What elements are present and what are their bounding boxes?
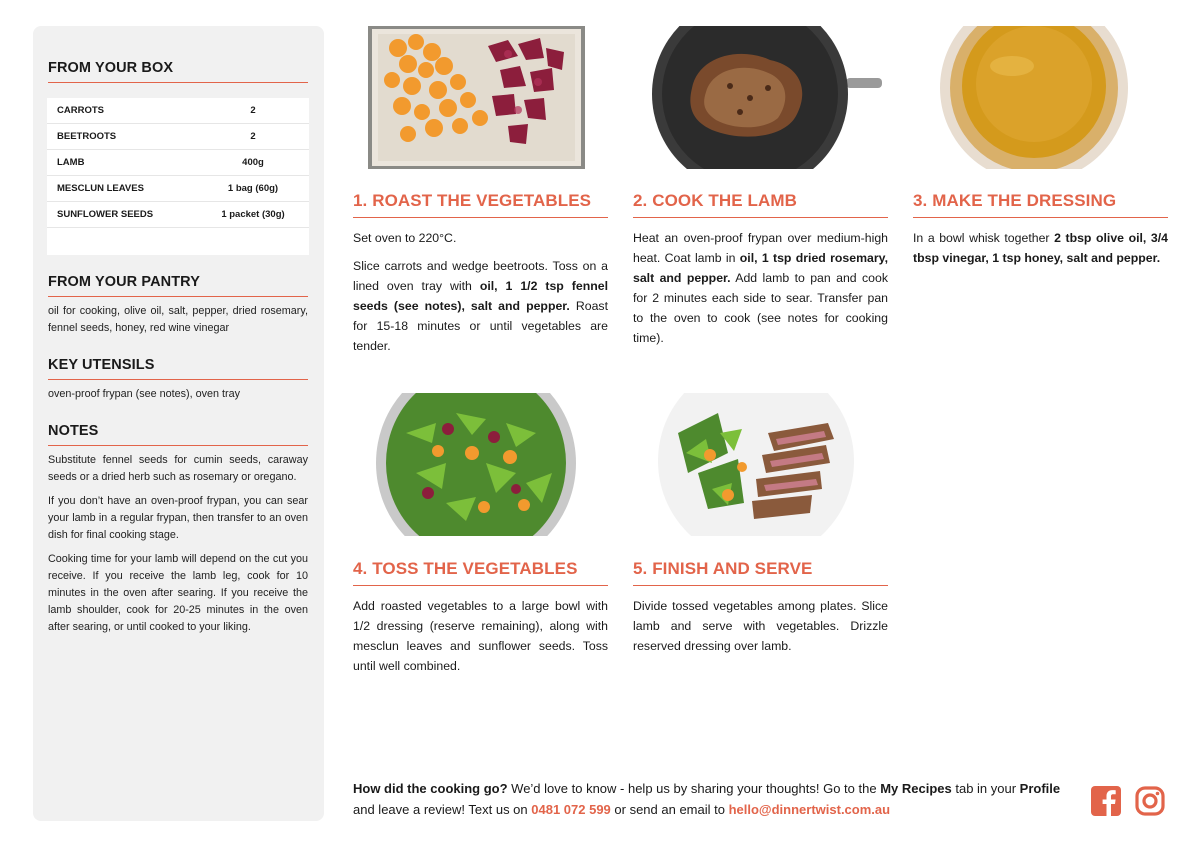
roast-vegetables-photo <box>368 26 585 169</box>
table-row <box>47 98 309 124</box>
ingredient-name: BEETROOTS <box>57 131 117 142</box>
profile-link[interactable]: Profile <box>1019 781 1061 796</box>
ingredient-qty: 400g <box>242 157 264 168</box>
step-title: 2. COOK THE LAMB <box>633 191 888 218</box>
ingredient-name: MESCLUN LEAVES <box>57 183 144 194</box>
table-row <box>47 150 309 176</box>
step-text <box>353 228 608 356</box>
utensils-title: KEY UTENSILS <box>48 357 308 380</box>
footer-text: and leave a review! Text us on <box>353 802 532 817</box>
ingredient-name: SUNFLOWER SEEDS <box>57 209 154 220</box>
ingredient-qty: 2 <box>250 105 256 116</box>
step-make-dressing <box>913 191 1168 276</box>
phone-link[interactable]: 0481 072 599 <box>531 802 611 817</box>
step-text-bold: oil, 1 tsp dried rosemary, salt and pepper. <box>633 251 888 285</box>
ingredient-qty: 1 bag (60g) <box>227 183 279 194</box>
step-text-bold: 2 tbsp olive oil, 3/4 tbsp vinegar, 1 tsp honey, salt and pepper. <box>913 231 1169 265</box>
utensils-section <box>48 357 308 403</box>
step-text <box>633 228 888 348</box>
pantry-section <box>48 274 308 337</box>
footer-question: How did the cooking go? <box>353 781 508 796</box>
footer-text: We’d love to know - help us by sharing your thoughts! Go to the <box>507 781 881 796</box>
footer-text: or send an email to <box>610 802 729 817</box>
cook-lamb-photo <box>650 26 882 169</box>
step-toss-vegetables <box>353 559 608 684</box>
facebook-icon[interactable] <box>1090 785 1122 817</box>
email-link[interactable]: hello@dinnertwist.com.au <box>728 802 891 817</box>
step-text-run: Roast for 15-18 minutes or until vegetables are tender. <box>353 299 609 353</box>
ingredient-qty: 1 packet (30g) <box>221 209 285 220</box>
step-title: 1. ROAST THE VEGETABLES <box>353 191 608 218</box>
step-text <box>633 596 888 656</box>
step-finish-serve <box>633 559 888 664</box>
step-text <box>913 228 1168 268</box>
table-row <box>47 124 309 150</box>
step-text-run: Add lamb to pan and cook for 2 minutes each side to sear. Transfer pan to the oven to cook (see notes for cooking time). <box>633 271 888 345</box>
ingredient-qty: 2 <box>250 131 256 142</box>
note-paragraph: If you don’t have an oven-proof frypan, you can sear your lamb in a regular frypan, then transfer to an oven dish for final cooking stage. <box>48 495 308 541</box>
notes-section <box>48 423 308 643</box>
step-title: 3. MAKE THE DRESSING <box>913 191 1168 218</box>
step-paragraph <box>353 256 608 356</box>
pantry-text: oil for cooking, olive oil, salt, pepper, dried rosemary, fennel seeds, honey, red wine vinegar <box>48 305 308 334</box>
notes-title: NOTES <box>48 423 308 446</box>
step-text-run: Heat an oven-proof frypan over medium-high heat. Coat lamb in <box>633 231 888 265</box>
ingredients-sidebar <box>33 26 324 821</box>
step-paragraph: Set oven to 220°C. <box>353 231 457 245</box>
finish-serve-photo <box>658 393 854 536</box>
from-box-section <box>48 60 308 83</box>
step-paragraph: Divide tossed vegetables among plates. Slice lamb and serve with vegetables. Drizzle reserved dressing over lamb. <box>633 599 888 653</box>
box-ingredients-table <box>47 98 309 255</box>
note-paragraph: Substitute fennel seeds for cumin seeds, caraway seeds or a dried herb such as rosemary or oregano. <box>48 454 308 483</box>
step-paragraph: Add roasted vegetables to a large bowl with 1/2 dressing (reserve remaining), along with mesclun leaves and sunflower seeds. Toss until well combined. <box>353 599 608 673</box>
footer-text: tab in your <box>951 781 1020 796</box>
instagram-icon[interactable] <box>1134 785 1166 817</box>
step-paragraph <box>633 228 888 348</box>
step-text-bold: oil, 1 1/2 tsp fennel seeds (see notes), salt and pepper. <box>353 279 608 313</box>
step-text-run: Slice carrots and wedge beetroots. Toss on a lined oven tray with <box>353 259 608 293</box>
step-title: 5. FINISH AND SERVE <box>633 559 888 586</box>
dressing-photo <box>938 26 1130 169</box>
step-cook-lamb <box>633 191 888 356</box>
my-recipes-link[interactable]: My Recipes <box>880 781 952 796</box>
step-text-run: In a bowl whisk together <box>913 231 1055 245</box>
note-paragraph: Cooking time for your lamb will depend on the cut you receive. If you receive the lamb leg, cook for 10 minutes in the oven after searing. If you receive the lamb shoulder, cook for 20-25 minutes in the oven after searing, or until cooked to your liking. <box>48 553 308 633</box>
toss-vegetables-photo <box>376 393 576 536</box>
ingredient-name: LAMB <box>57 157 85 168</box>
step-paragraph <box>913 228 1168 268</box>
from-box-title: FROM YOUR BOX <box>48 60 308 83</box>
table-row <box>47 176 309 202</box>
feedback-footer <box>353 778 1073 820</box>
ingredient-name: CARROTS <box>57 105 104 116</box>
step-title: 4. TOSS THE VEGETABLES <box>353 559 608 586</box>
step-roast-vegetables <box>353 191 608 364</box>
step-text <box>353 596 608 676</box>
pantry-title: FROM YOUR PANTRY <box>48 274 308 297</box>
table-row <box>47 202 309 228</box>
notes-text <box>48 452 308 636</box>
utensils-text: oven-proof frypan (see notes), oven tray <box>48 388 241 400</box>
